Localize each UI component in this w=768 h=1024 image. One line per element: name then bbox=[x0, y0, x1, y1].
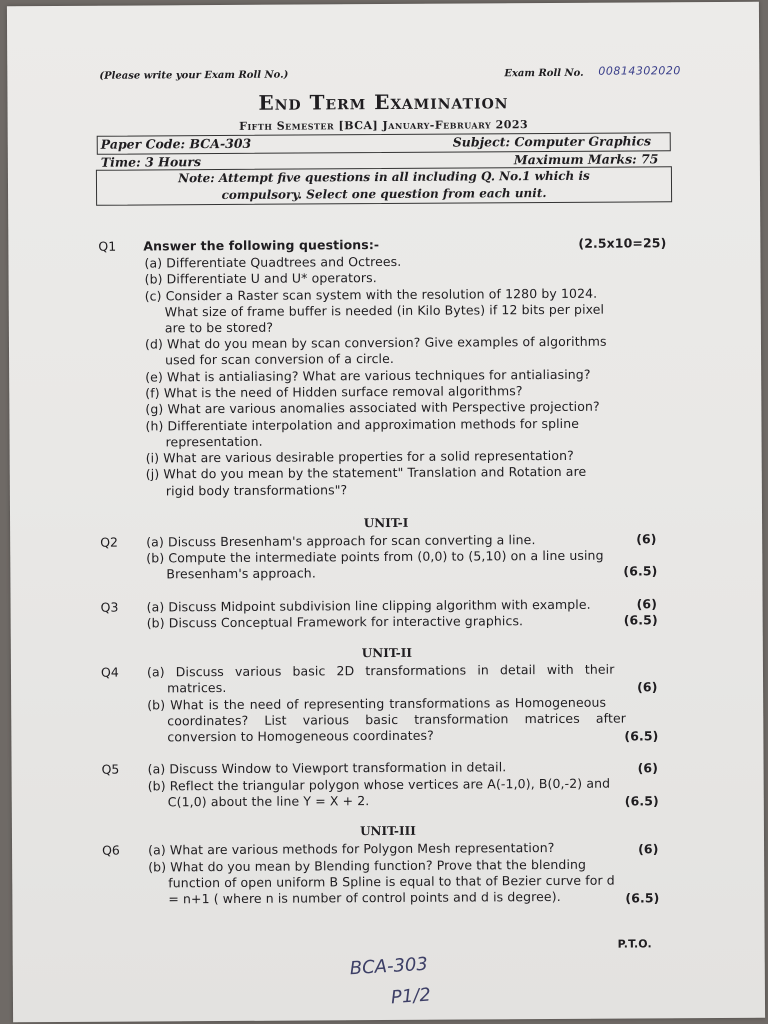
q1-line: What size of frame buffer is needed (in Kilo Bytes) if 12 bits per pixel bbox=[164, 301, 605, 320]
handwritten-paper-code: BCA-303 bbox=[349, 953, 429, 980]
time-allowed: Time: 3 Hours bbox=[100, 154, 202, 170]
q1-heading: Answer the following questions:- bbox=[143, 237, 380, 254]
exam-title: End Term Examination bbox=[258, 89, 509, 115]
q2-part-b-cont: Bresenham's approach. bbox=[166, 565, 316, 582]
q2-part-b-marks: (6.5) bbox=[623, 563, 658, 579]
q4-part-a: (a) Discuss various basic 2D transformations in detail with their bbox=[146, 661, 615, 680]
q1-line: (d) What do you mean by scan conversion? Give examples of algorithms bbox=[144, 333, 607, 352]
q1-number: Q1 bbox=[98, 238, 117, 254]
q1-line: (e) What is antialiasing? What are various techniques for antialiasing? bbox=[145, 366, 591, 385]
roll-prompt: (Please write your Exam Roll No.) bbox=[99, 69, 289, 82]
q6-part-b-marks: (6.5) bbox=[625, 890, 660, 906]
q2-part-a: (a) Discuss Bresenham's approach for scan converting a line. bbox=[146, 532, 536, 550]
q1-line: (h) Differentiate interpolation and approximation methods for spline bbox=[145, 415, 580, 434]
q6-number: Q6 bbox=[102, 842, 120, 858]
q4-part-b-cont: coordinates? List various basic transformation matrices after bbox=[167, 710, 627, 729]
q4-part-a-marks: (6) bbox=[637, 679, 658, 695]
q4-number: Q4 bbox=[100, 664, 119, 680]
q5-part-b: (b) Reflect the triangular polygon whose vertices are A(-1,0), B(0,-2) and bbox=[147, 775, 611, 794]
q2-number: Q2 bbox=[100, 534, 119, 550]
q5-part-b-marks: (6.5) bbox=[624, 793, 659, 809]
paper-code: Paper Code: BCA-303 bbox=[100, 135, 252, 152]
q4-part-b: (b) What is the need of representing transformations as Homogeneous bbox=[147, 694, 607, 713]
q1-line: (f) What is the need of Hidden surface removal algorithms? bbox=[145, 383, 523, 401]
handwritten-page-number: P1/2 bbox=[390, 984, 432, 1009]
q4-part-b-cont: conversion to Homogeneous coordinates? bbox=[167, 727, 434, 745]
unit-1-heading: UNIT-I bbox=[363, 515, 409, 531]
semester-line: Fifth Semester [BCA] January-February 2023 bbox=[239, 118, 529, 133]
note-line-1: Note: Attempt five questions in all including Q. No.1 which is bbox=[178, 168, 590, 186]
pto-label: P.T.O. bbox=[617, 937, 652, 951]
q6-part-b-cont: = n+1 ( where n is number of control points and d is degree). bbox=[168, 888, 561, 907]
roll-number-value: 00814302020 bbox=[598, 64, 681, 78]
q5-part-b-cont: C(1,0) about the line Y = X + 2. bbox=[167, 793, 370, 810]
q6-part-b: (b) What do you mean by Blending function? Prove that the blending bbox=[148, 856, 587, 875]
q1-line: used for scan conversion of a circle. bbox=[165, 350, 395, 368]
q3-part-b: (b) Discuss Conceptual Framework for interactive graphics. bbox=[146, 613, 524, 631]
q3-part-a-marks: (6) bbox=[636, 596, 658, 612]
q6-part-a-marks: (6) bbox=[638, 841, 659, 857]
q1-line: rigid body transformations"? bbox=[165, 482, 348, 499]
q3-part-b-marks: (6.5) bbox=[623, 612, 658, 628]
unit-2-heading: UNIT-II bbox=[361, 645, 412, 661]
q1-line: (g) What are various anomalies associated with Perspective projection? bbox=[145, 398, 600, 417]
maximum-marks: Maximum Marks: 75 bbox=[513, 151, 659, 168]
q1-line: (c) Consider a Raster scan system with the resolution of 1280 by 1024. bbox=[144, 285, 598, 304]
subject: Subject: Computer Graphics bbox=[452, 133, 652, 150]
q1-line: (i) What are various desirable properties for a solid representation? bbox=[145, 447, 574, 466]
q6-part-a: (a) What are various methods for Polygon Mesh representation? bbox=[148, 839, 555, 858]
roll-label: Exam Roll No. bbox=[504, 67, 584, 80]
unit-3-heading: UNIT-III bbox=[360, 823, 416, 839]
q5-part-a-marks: (6) bbox=[637, 760, 659, 776]
q1-line: are to be stored? bbox=[164, 319, 274, 336]
q2-part-b: (b) Compute the intermediate points from (0,0) to (5,10) on a line using bbox=[146, 547, 604, 566]
q1-line: (b) Differentiate U and U* operators. bbox=[144, 270, 377, 287]
note-line-2: compulsory. Select one question from each unit. bbox=[221, 186, 547, 202]
q3-number: Q3 bbox=[100, 599, 119, 615]
q6-part-b-cont: function of open uniform B Spline is equal to that of Bezier curve for d bbox=[168, 872, 615, 891]
q1-marks: (2.5x10=25) bbox=[578, 235, 667, 251]
q1-line: (a) Differentiate Quadtrees and Octrees. bbox=[144, 253, 402, 271]
exam-paper bbox=[7, 2, 765, 1023]
q5-part-a: (a) Discuss Window to Viewport transformation in detail. bbox=[147, 759, 507, 777]
q2-part-a-marks: (6) bbox=[636, 531, 657, 547]
q3-part-a: (a) Discuss Midpoint subdivision line clipping algorithm with example. bbox=[146, 596, 591, 615]
q1-line: (j) What do you mean by the statement" Translation and Rotation are bbox=[145, 463, 587, 482]
q1-line: representation. bbox=[165, 433, 263, 450]
q5-number: Q5 bbox=[101, 761, 120, 777]
q4-part-b-marks: (6.5) bbox=[624, 728, 659, 744]
q4-part-a-cont: matrices. bbox=[167, 679, 227, 696]
